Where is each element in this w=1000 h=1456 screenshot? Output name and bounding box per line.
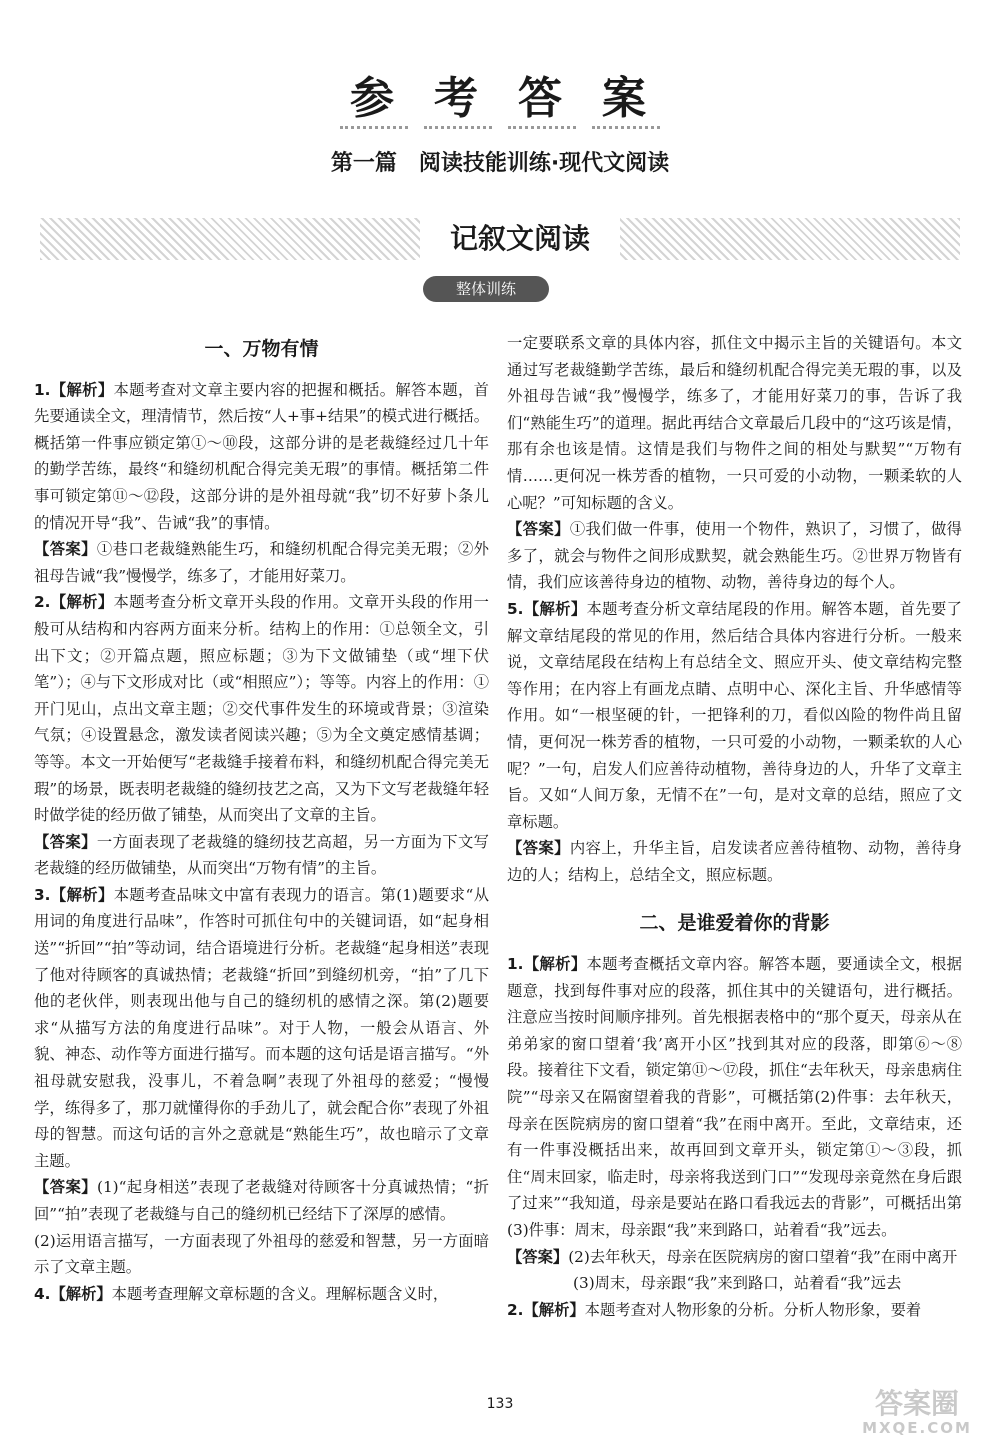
answer-text: (1)“起身相送”表现了老裁缝对待顾客十分真诚热情；“折回”“拍”表现了老裁缝与自己的缝纫机已经结下了深厚的感情。 (34, 1178, 489, 1223)
s2-question-2-analysis (507, 1297, 962, 1324)
s2-question-1-analysis (507, 951, 962, 1244)
answer-text: 内容上，升华主旨，启发读者应善待植物、动物，善待身边的人；结构上，总结全文，照应标题。 (507, 839, 962, 884)
analysis-label: 【解析】 (50, 380, 114, 399)
question-number: 4. (34, 1284, 51, 1303)
analysis-text: 本题考查对人物形象的分析。分析人物形象，要着 (584, 1300, 922, 1319)
analysis-text: 本题考查分析文章开头段的作用。文章开头段的作用一般可从结构和内容两方面来分析。结构上的作用：①总领全文，引出下文；②开篇点题，照应标题；③为下文做铺垫（或“埋下伏笔”）；④与下文形成对比（或“相照应”）；等等。内容上的作用：①开门见山，点出文章主题；②交代事件发生的环境或背景；③渲染气氛；④设置悬念，激发读者阅读兴趣；⑤为全文奠定感情基调；等等。本文一开始便写“老裁缝手接着布料，和缝纫机配合得完美无瑕”的场景，既表明老裁缝的缝纫技艺之高，又为下文写老裁缝年轻时做学徒的经历做了铺垫，从而突出了文章的主旨。 (34, 593, 489, 825)
answer-label: 【答案】 (507, 839, 570, 858)
analysis-label: 【解析】 (50, 885, 114, 904)
s2-question-1-answer-2: (3)周末，母亲跟“我”来到路口，站着看“我”远去 (573, 1274, 902, 1293)
answer-label: 【答案】 (34, 832, 97, 851)
analysis-label: 【解析】 (523, 1300, 585, 1319)
analysis-label: 【解析】 (50, 593, 114, 612)
section-title: 一、万物有情 (204, 338, 319, 360)
answer-label: 【答案】 (507, 1247, 569, 1266)
left-column (34, 332, 489, 1307)
question-number: 3. (34, 885, 51, 904)
question-1-analysis (34, 377, 489, 537)
answer-text: (2)去年秋天，母亲在医院病房的窗口望着“我”在雨中离开 (568, 1247, 958, 1266)
question-number: 5. (507, 599, 524, 618)
title-char: 案 (592, 62, 660, 129)
question-5-analysis (507, 596, 962, 835)
page-number: 133 (486, 1396, 514, 1412)
page-title (0, 62, 1000, 129)
answer-text: ①巷口老裁缝熟能生巧，和缝纫机配合得完美无瑕；②外祖母告诫“我”慢慢学，练多了，才能用好菜刀。 (34, 540, 489, 585)
watermark-text: 答案圈 (874, 1387, 959, 1420)
question-number: 2. (507, 1300, 524, 1319)
section-banner-title: 记叙文阅读 (420, 218, 620, 260)
question-2-analysis (34, 589, 489, 828)
question-4-answer (507, 516, 962, 596)
analysis-text: 本题考查品味文中富有表现力的语言。第(1)题要求“从用词的角度进行品味”，作答时可抓住句中的关键词语，如“起身相送”“折回”“拍”等动词，结合语境进行分析。老裁缝“起身相送”表现了他对待顾客的真诚热情；老裁缝“折回”到缝纫机旁，“拍”了几下他的老伙伴，则表现出他与自己的缝纫机的感情之深。第(2)题要求“从描写方法的角度进行品味”。对于人物，一般会从语言、外貌、神态、动作等方面进行描写。而本题的这句话是语言描写。“外祖母就安慰我，没事儿，不着急啊”表现了外祖母的慈爱；“慢慢学，练得多了，那刀就懂得你的手劲儿了，就会配合你”表现了外祖母的智慧。而这句话的言外之意就是“熟能生巧”，故也暗示了文章主题。 (34, 885, 489, 1170)
title-char: 参 (340, 62, 408, 129)
question-number: 1. (507, 955, 524, 974)
analysis-label: 【解析】 (50, 1284, 112, 1303)
question-2-answer (34, 829, 489, 882)
analysis-text: 本题考查理解文章标题的含义。理解标题含义时， (111, 1284, 449, 1303)
analysis-label: 【解析】 (523, 955, 587, 974)
answer-text: ①我们做一件事，使用一个物件，熟识了，习惯了，做得多了，就会与物件之间形成默契，就会熟能生巧。②世界万物皆有情，我们应该善待身边的植物、动物，善待身边的每个人。 (507, 520, 962, 592)
analysis-text: 本题考查分析文章结尾段的作用。解答本题，首先要了解文章结尾段的常见的作用，然后结合具体内容进行分析。一般来说，文章结尾段在结构上有总结全文、照应开头、使文章结构完整等作用；在内容上有画龙点睛、点明中心、深化主旨、升华感情等作用。如“一根坚硬的针，一把锋利的刀，看似凶险的物件尚且留情，更何况一株芳香的植物，一只可爱的小动物，一颗柔软的人心呢？”一句，启发人们应善待动植物，善待身边的人，升华了文章主旨。又如“人间万象，无情不在”一句，是对文章的总结，照应了文章标题。 (507, 599, 962, 831)
answer-label: 【答案】 (507, 520, 570, 539)
answer-label: 【答案】 (34, 540, 97, 559)
question-3-answer-2: (2)运用语言描写，一方面表现了外祖母的慈爱和智慧，另一方面暗示了文章主题。 (34, 1231, 489, 1277)
question-number: 1. (34, 380, 51, 399)
analysis-label: 【解析】 (523, 599, 587, 618)
question-1-answer (34, 536, 489, 589)
question-3-analysis (34, 882, 489, 1175)
question-4-analysis-continued: 一定要联系文章的具体内容，抓住文中揭示主旨的关键语句。本文通过写老裁缝勤学苦练，最后和缝纫机配合得完美无瑕的事，以及外祖母告诫“我”慢慢学，练多了，才能用好菜刀的事，告诉了我们“熟能生巧”的道理。据此再结合文章最后几段中的“这巧该是情，那有余也该是情。这情是我们与物件之间的相处与默契”“万物有情……更何况一株芳香的植物，一只可爱的小动物，一颗柔软的人心呢？”可知标题的含义。 (507, 334, 962, 512)
title-char: 答 (508, 62, 576, 129)
answer-label: 【答案】 (34, 1178, 97, 1197)
chapter-subtitle: 第一篇 阅读技能训练·现代文阅读 (330, 151, 670, 176)
analysis-text: 本题考查概括文章内容。解答本题，要通读全文，根据题意，找到每件事对应的段落，抓住其中的关键语句，进行概括。注意应当按时间顺序排列。首先根据表格中的“那个夏天，母亲从在弟弟家的窗口望着‘我’离开小区”找到其对应的段落，即第⑥～⑧段。接着往下文看，锁定第⑪～⑰段，抓住“去年秋天，母亲患病住院”“母亲又在隔窗望着我的背影”，可概括第(2)件事：去年秋天，母亲在医院病房的窗口望着“我”在雨中离开。至此，文章结束，还有一件事没概括出来，故再回到文章开头，锁定第①～③段，抓住“周末回家，临走时，母亲将我送到门口”“发现母亲竟然在身后跟了过来”“我知道，母亲是要站在路口看我远去的背影”，可概括出第(3)件事：周末，母亲跟“我”来到路口，站着看“我”远去。 (507, 955, 962, 1239)
title-char: 考 (424, 62, 492, 129)
right-column (507, 330, 962, 1323)
question-number: 2. (34, 593, 51, 612)
analysis-text: 本题考查对文章主要内容的把握和概括。解答本题，首先要通读全文，理清情节，然后按“人+事+结果”的模式进行概括。概括第一件事应锁定第①～⑩段，这部分讲的是老裁缝经过几十年的勤学苦练，最终“和缝纫机配合得完美无瑕”的事情。概括第二件事可锁定第⑪～⑫段，这部分讲的是外祖母就“我”切不好萝卜条儿的情况开导“我”、告诫“我”的事情。 (34, 380, 489, 532)
question-3-answer (34, 1174, 489, 1227)
watermark-logo (842, 1387, 992, 1444)
watermark-url: MXQE.COM (862, 1419, 972, 1437)
answer-text: 一方面表现了老裁缝的缝纫技艺高超，另一方面为下文写老裁缝的经历做铺垫，从而突出“万物有情”的主旨。 (34, 832, 489, 878)
question-4-analysis (34, 1281, 489, 1308)
question-5-answer (507, 835, 962, 888)
training-tag: 整体训练 (423, 276, 549, 302)
section-banner (40, 218, 960, 260)
section-title: 二、是谁爱着你的背影 (639, 912, 830, 935)
s2-question-1-answer (507, 1244, 962, 1271)
